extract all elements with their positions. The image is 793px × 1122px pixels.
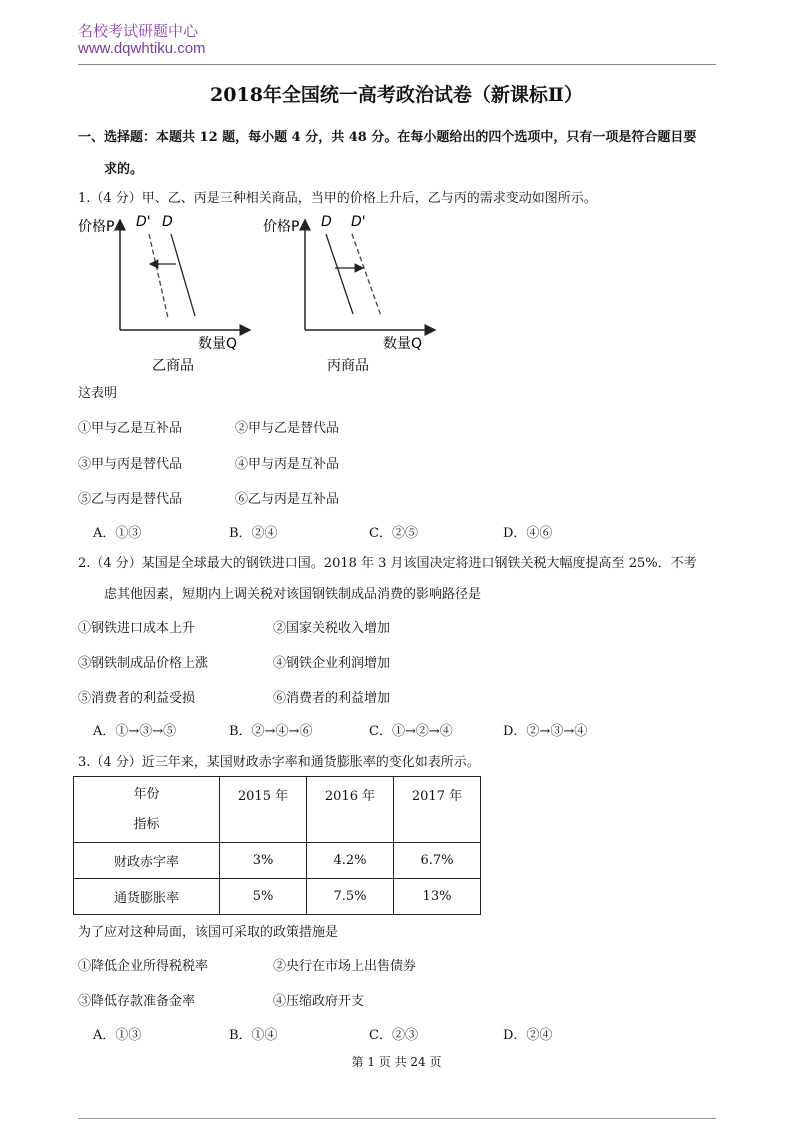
demand-curve-d-prime bbox=[149, 234, 168, 318]
header-divider bbox=[78, 64, 716, 65]
curve-label-right: D' bbox=[351, 214, 366, 230]
q3-item-4: ④压缩政府开支 bbox=[273, 994, 365, 1009]
q1-item-4: ④甲与丙是互补品 bbox=[235, 457, 340, 472]
q2-stem-line-2: 虑其他因素，短期内上调关税对该国钢铁制成品消费的影响路径是 bbox=[104, 587, 482, 602]
table-cell: 4.2% bbox=[307, 843, 394, 879]
q1-chart-b bbox=[70, 208, 270, 378]
table-cell: 7.5% bbox=[307, 879, 394, 915]
table-header-year: 2016 年 bbox=[307, 777, 394, 843]
site-url[interactable]: www.dqwhtiku.com bbox=[78, 40, 206, 57]
q1-choice-a[interactable]: A．①③ bbox=[93, 526, 142, 541]
q1-item-2: ②甲与乙是替代品 bbox=[235, 421, 340, 436]
q2-choice-b[interactable]: B．②→④→⑥ bbox=[229, 724, 313, 739]
curve-label-left: D bbox=[321, 214, 332, 230]
table-header-year: 2017 年 bbox=[394, 777, 481, 843]
demand-curve-d bbox=[326, 234, 353, 314]
q1-item-1: ①甲与乙是互补品 bbox=[78, 421, 183, 436]
y-axis-label: 价格P bbox=[263, 219, 300, 235]
section-line-2: 求的。 bbox=[104, 162, 144, 177]
q2-item-3: ③钢铁制成品价格上涨 bbox=[78, 656, 209, 671]
q3-item-1: ①降低企业所得税税率 bbox=[78, 959, 209, 974]
q2-item-1: ①钢铁进口成本上升 bbox=[78, 621, 196, 636]
q2-item-6: ⑥消费者的利益增加 bbox=[273, 691, 391, 706]
chart-caption: 丙商品 bbox=[327, 358, 369, 374]
table-cell: 13% bbox=[394, 879, 481, 915]
table-row bbox=[74, 843, 481, 879]
q1-item-3: ③甲与丙是替代品 bbox=[78, 457, 183, 472]
table-header-year: 2015 年 bbox=[220, 777, 307, 843]
q1-choice-d[interactable]: D．④⑥ bbox=[503, 526, 553, 541]
q3-choice-d[interactable]: D．②④ bbox=[503, 1028, 553, 1043]
table-cell: 3% bbox=[220, 843, 307, 879]
demand-curve-d-prime bbox=[352, 234, 381, 316]
table-row-label: 财政赤字率 bbox=[74, 843, 220, 879]
q1-item-6: ⑥乙与丙是互补品 bbox=[235, 492, 340, 507]
corner-year-label: 年份 bbox=[133, 786, 160, 802]
q2-item-2: ②国家关税收入增加 bbox=[273, 621, 391, 636]
curve-label-right: D bbox=[162, 214, 173, 230]
table-cell: 5% bbox=[220, 879, 307, 915]
q2-stem-line-1: 2.（4 分）某国是全球最大的钢铁进口国。2018 年 3 月该国决定将进口钢铁关税大幅度提高至 25%．不考 bbox=[78, 556, 697, 571]
q2-choice-d[interactable]: D．②→③→④ bbox=[503, 724, 588, 739]
x-axis-label: 数量Q bbox=[383, 336, 423, 352]
q3-lead: 为了应对这种局面，该国可采取的政策措施是 bbox=[78, 925, 339, 940]
q3-choice-a[interactable]: A．①③ bbox=[93, 1028, 142, 1043]
q3-stem: 3.（4 分）近三年来，某国财政赤字率和通货膨胀率的变化如表所示。 bbox=[78, 755, 480, 770]
table-cell: 6.7% bbox=[394, 843, 481, 879]
q3-item-3: ③降低存款准备金率 bbox=[78, 994, 196, 1009]
curve-label-left: D' bbox=[136, 214, 151, 230]
q2-item-4: ④钢铁企业利润增加 bbox=[273, 656, 391, 671]
demand-curve-d bbox=[171, 234, 195, 316]
q1-item-5: ⑤乙与丙是替代品 bbox=[78, 492, 183, 507]
x-axis-label: 数量Q bbox=[198, 336, 238, 352]
q1-chart-c bbox=[255, 208, 455, 378]
q3-item-2: ②央行在市场上出售债券 bbox=[273, 959, 417, 974]
corner-indicator-label: 指标 bbox=[133, 816, 160, 832]
site-name: 名校考试研题中心 bbox=[78, 22, 199, 40]
q1-choice-c[interactable]: C．②⑤ bbox=[369, 526, 418, 541]
q1-choice-b[interactable]: B．②④ bbox=[229, 526, 278, 541]
page-title: 2018年全国统一高考政治试卷（新课标Ⅱ） bbox=[210, 84, 583, 106]
section-heading bbox=[78, 122, 696, 186]
q3-choice-b[interactable]: B．①④ bbox=[229, 1028, 278, 1043]
q3-choice-c[interactable]: C．②③ bbox=[369, 1028, 418, 1043]
y-axis-label: 价格P bbox=[78, 219, 115, 235]
q1-stem: 1.（4 分）甲、乙、丙是三种相关商品，当甲的价格上升后，乙与丙的需求变动如图所示。 bbox=[78, 191, 597, 206]
q3-data-table bbox=[73, 776, 481, 915]
q2-item-5: ⑤消费者的利益受损 bbox=[78, 691, 196, 706]
table-row bbox=[74, 879, 481, 915]
footer-divider bbox=[78, 1118, 716, 1119]
table-corner-cell bbox=[74, 777, 220, 843]
table-row-label: 通货膨胀率 bbox=[74, 879, 220, 915]
section-line-1: 一、选择题：本题共 12 题，每小题 4 分，共 48 分。在每小题给出的四个选项中，只有一项是符合题目要 bbox=[78, 130, 697, 145]
q2-choice-a[interactable]: A．①→③→⑤ bbox=[93, 724, 177, 739]
chart-caption: 乙商品 bbox=[152, 358, 194, 374]
q2-choice-c[interactable]: C．①→②→④ bbox=[369, 724, 453, 739]
q1-lead: 这表明 bbox=[78, 386, 118, 401]
page-number: 第 1 页 共 24 页 bbox=[351, 1055, 442, 1069]
